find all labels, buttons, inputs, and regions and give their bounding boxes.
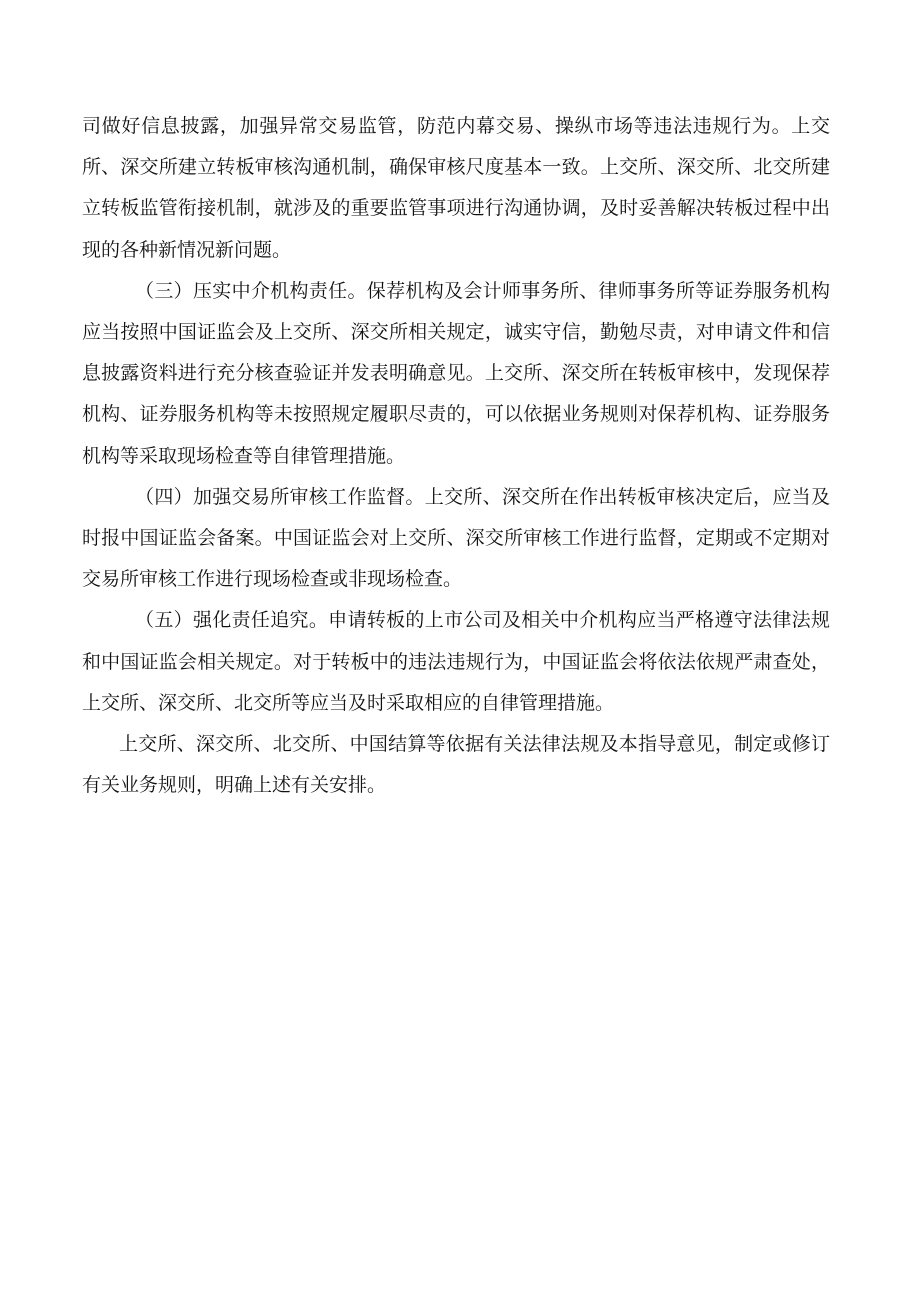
paragraph-accountability: （五）强化责任追究。申请转板的上市公司及相关中介机构应当严格遵守法律法规和中国证监会相关规定。对于转板中的违法违规行为，中国证监会将依法依规严肃查处，上交所、深交所、北交所等应当及时采取相应的自律管理措施。	[82, 609, 830, 714]
paragraph-intermediary-responsibility: （三）压实中介机构责任。保荐机构及会计师事务所、律师事务所等证券服务机构应当按照中国证监会及上交所、深交所相关规定，诚实守信，勤勉尽责，对申请文件和信息披露资料进行充分核查验证并发表明确意见。上交所、深交所在转板审核中，发现保荐机构、证券服务机构等未按照规定履职尽责的，可以依据业务规则对保荐机构、证券服务机构等采取现场检查等自律管理措施。	[82, 279, 830, 467]
paragraph-closing: 上交所、深交所、北交所、中国结算等依据有关法律法规及本指导意见，制定或修订有关业务规则，明确上述有关安排。	[82, 733, 830, 797]
paragraph-exchange-review-supervision: （四）加强交易所审核工作监督。上交所、深交所在作出转板审核决定后，应当及时报中国证监会备案。中国证监会对上交所、深交所审核工作进行监督，定期或不定期对交易所审核工作进行现场检查或非现场检查。	[82, 485, 830, 591]
paragraph-continuation: 司做好信息披露，加强异常交易监管，防范内幕交易、操纵市场等违法违规行为。上交所、深交所建立转板审核沟通机制，确保审核尺度基本一致。上交所、深交所、北交所建立转板监管衔接机制，就涉及的重要监管事项进行沟通协调，及时妥善解决转板过程中出现的各种新情况新问题。	[82, 115, 830, 261]
document-body	[82, 106, 830, 806]
